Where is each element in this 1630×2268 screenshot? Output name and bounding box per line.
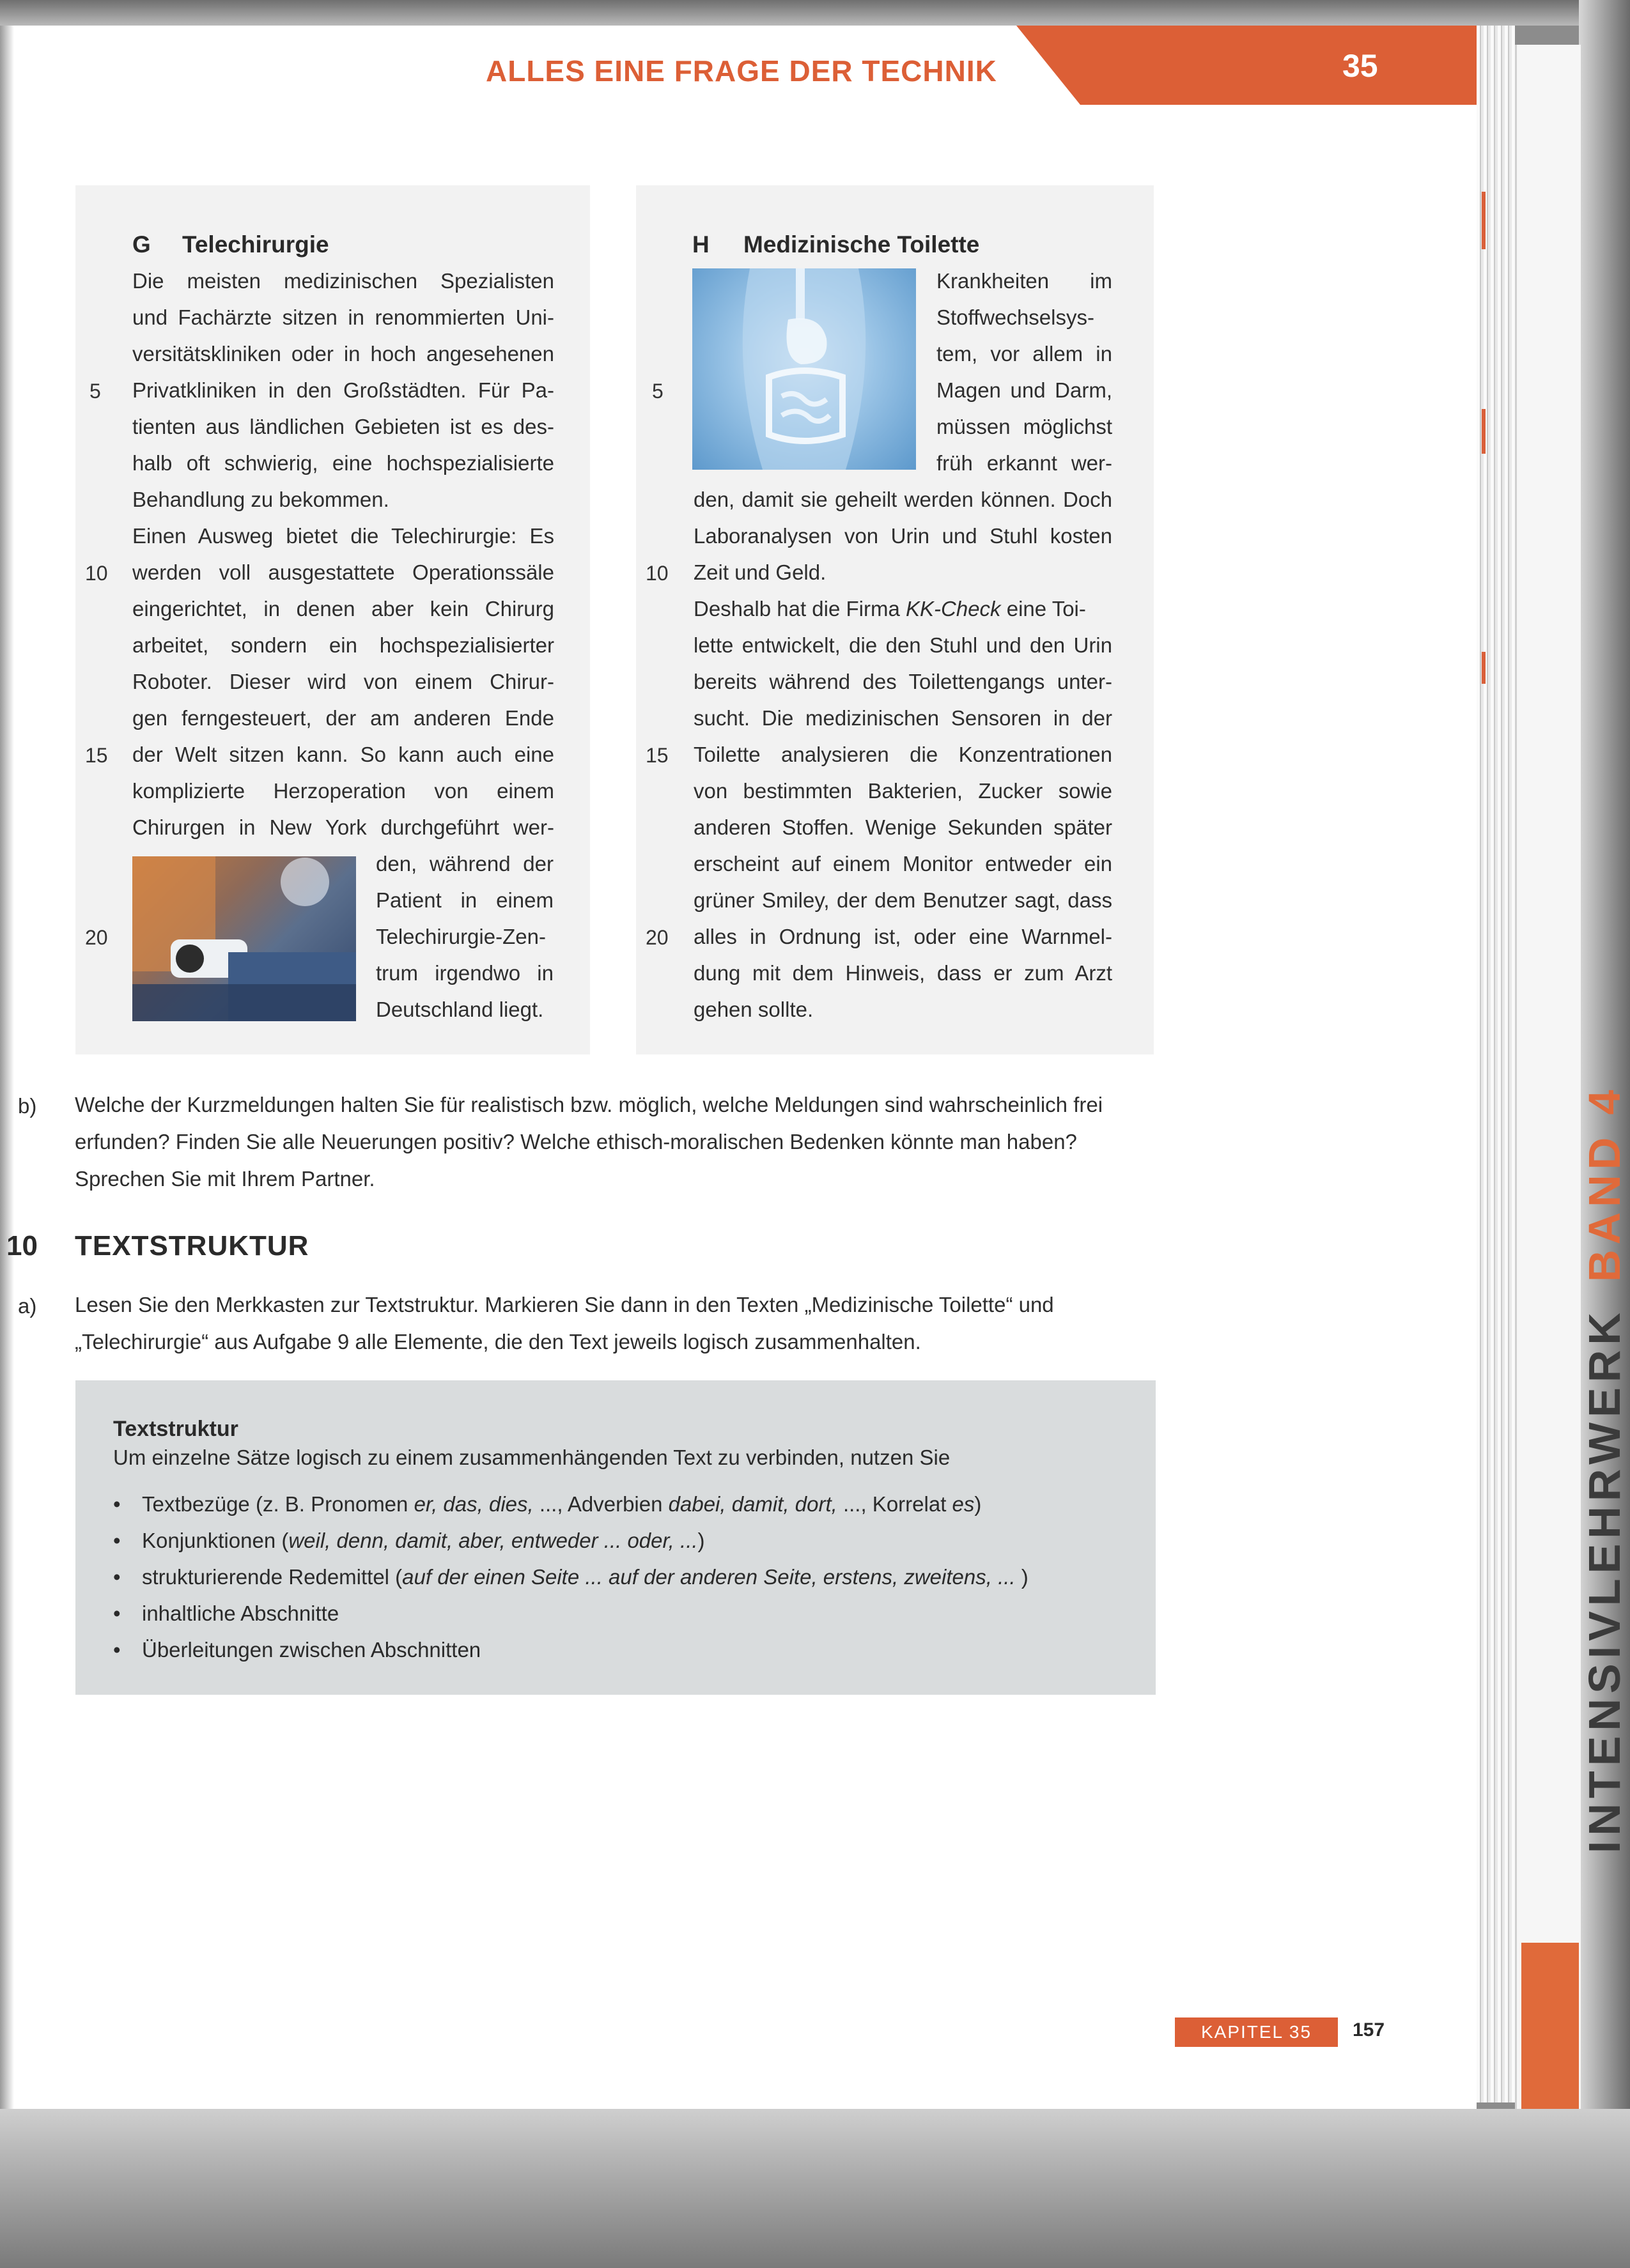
bullet-icon: •	[113, 1565, 121, 1589]
article-h-line: grüner Smiley, der dem Benutzer sagt, dass	[694, 888, 1112, 912]
article-g-title: Telechirurgie	[182, 231, 329, 258]
info-box-item: • strukturierende Redemittel (auf der einen Seite ... auf der anderen Seite, erstens, zweitens, ... )	[113, 1565, 1028, 1589]
article-h-line: Toilette analysieren die Konzentrationen	[694, 743, 1112, 766]
article-g-line: tienten aus ländlichen Gebieten ist es des-	[132, 415, 554, 438]
company-name: KK-Check	[906, 597, 1001, 621]
article-g-line: werden voll ausgestattete Operationssäle	[132, 560, 554, 584]
bullet-icon: •	[113, 1638, 121, 1662]
spine-label	[1579, 959, 1630, 1853]
article-g-line: halb oft schwierig, eine hochspezialisierte	[132, 451, 554, 475]
article-h-line: alles in Ordnung ist, oder eine Warnmel-	[694, 925, 1112, 948]
info-box-title: Textstruktur	[113, 1417, 238, 1441]
bullet-icon: •	[113, 1529, 121, 1552]
bullet-icon: •	[113, 1492, 121, 1516]
article-g-line: der Welt sitzen kann. So kann auch eine	[132, 743, 554, 766]
next-page-edge	[1515, 45, 1581, 2109]
article-h-line: anderen Stoffen. Wenige Sekunden später	[694, 815, 1112, 839]
band-name: BAND 4	[1580, 1084, 1629, 1283]
task-b-line: Welche der Kurzmeldungen halten Sie für realistisch bzw. möglich, welche Meldungen sind wahrscheinlich frei	[75, 1093, 1103, 1116]
line-number: 20	[85, 926, 108, 949]
info-box-item: • Überleitungen zwischen Abschnitten	[113, 1638, 481, 1662]
article-h-letter: H	[692, 231, 710, 258]
task-a-line: „Telechirurgie“ aus Aufgabe 9 alle Elemente, die den Text jeweils logisch zusammenhalten.	[75, 1330, 921, 1354]
header-chapter-number: 35	[1342, 48, 1378, 84]
line-number: 10	[85, 562, 108, 585]
line-number: 5	[89, 380, 101, 403]
page-edge-marker	[1482, 652, 1486, 684]
article-h-line: Krankheiten im	[936, 269, 1112, 293]
scan-top-edge	[0, 0, 1630, 26]
article-h-title: Medizinische Toilette	[743, 231, 980, 258]
article-g-line: trum irgendwo in	[376, 961, 554, 985]
line-number: 15	[85, 744, 108, 767]
book-page-edges	[1477, 26, 1515, 2102]
article-g-line: eingerichtet, in denen aber kein Chirurg	[132, 597, 554, 621]
article-h-line: Zeit und Geld.	[694, 560, 827, 584]
task-b-line: Sprechen Sie mit Ihrem Partner.	[75, 1167, 375, 1191]
article-g-line: arbeitet, sondern ein hochspezialisierter	[132, 633, 554, 657]
article-g-line: versitätskliniken oder in hoch angesehenen	[132, 342, 554, 366]
scan-bottom-edge	[0, 2109, 1630, 2268]
article-h-line: müssen möglichst	[936, 415, 1112, 438]
page-header-title: ALLES EINE FRAGE DER TECHNIK	[486, 54, 997, 88]
section-number: 10	[6, 1230, 38, 1261]
article-h-line: dung mit dem Hinweis, dass er zum Arzt	[694, 961, 1112, 985]
article-h-line: Deshalb hat die Firma KK-Check eine Toi-	[694, 597, 1086, 621]
series-name: INTENSIVLEHRWERK	[1580, 1308, 1629, 1853]
article-g-line: Chirurgen in New York durchgeführt wer-	[132, 815, 554, 839]
article-g-line: Patient in einem	[376, 888, 554, 912]
article-g-line: Telechirurgie-Zen-	[376, 925, 546, 948]
article-g-line: Einen Ausweg bietet die Telechirurgie: Es	[132, 524, 554, 548]
line-number: 5	[652, 380, 664, 403]
surgery-robot-photo	[132, 856, 356, 1021]
article-g-line: Privatkliniken in den Großstädten. Für Pa-	[132, 378, 554, 402]
task-a-label: a)	[18, 1294, 37, 1318]
line-number: 20	[646, 926, 669, 949]
digestive-system-image	[692, 268, 916, 470]
header-chapter-tab	[1016, 26, 1477, 105]
page-edge-marker	[1482, 192, 1486, 249]
article-h-line: gehen sollte.	[694, 998, 814, 1021]
info-box-item: • Konjunktionen (weil, denn, damit, aber, entweder ... oder, ...)	[113, 1529, 705, 1552]
page-edge-marker	[1482, 409, 1486, 454]
article-h-line: früh erkannt wer-	[936, 451, 1112, 475]
article-h-line: Magen und Darm,	[936, 378, 1112, 402]
article-g-line: komplizierte Herzoperation von einem	[132, 779, 554, 803]
article-h-line: sucht. Die medizinischen Sensoren in der	[694, 706, 1112, 730]
page-gutter-shadow	[0, 26, 14, 2109]
article-h-line: tem, vor allem in	[936, 342, 1112, 366]
article-h-line: Laboranalysen von Urin und Stuhl kosten	[694, 524, 1112, 548]
bullet-icon: •	[113, 1601, 121, 1625]
article-g-line: Die meisten medizinischen Spezialisten	[132, 269, 554, 293]
task-a-line: Lesen Sie den Merkkasten zur Textstruktur. Markieren Sie dann in den Texten „Medizinische Toilette“ und	[75, 1293, 1054, 1316]
article-h-line: lette entwickelt, die den Stuhl und den Urin	[694, 633, 1112, 657]
article-g-line: und Fachärzte sitzen in renommierten Uni-	[132, 305, 554, 329]
article-h-line: Stoffwechselsys-	[936, 305, 1094, 329]
line-number: 10	[646, 562, 669, 585]
info-box-item: • Textbezüge (z. B. Pronomen er, das, dies, ..., Adverbien dabei, damit, dort, ..., Korrelat es)	[113, 1492, 982, 1516]
article-g-line: Roboter. Dieser wird von einem Chirur-	[132, 670, 554, 693]
article-g-line: gen ferngesteuert, der am anderen Ende	[132, 706, 554, 730]
article-g-line: den, während der	[376, 852, 554, 876]
task-b-line: erfunden? Finden Sie alle Neuerungen positiv? Welche ethisch-moralischen Bedenken könnte man haben?	[75, 1130, 1077, 1153]
section-title: TEXTSTRUKTUR	[75, 1230, 309, 1261]
info-box-item: • inhaltliche Abschnitte	[113, 1601, 339, 1625]
article-h-line: von bestimmten Bakterien, Zucker sowie	[694, 779, 1112, 803]
footer-chapter-tab: KAPITEL 35	[1175, 2017, 1338, 2047]
line-number: 15	[646, 744, 669, 767]
next-page-color-tab	[1521, 1943, 1579, 2109]
article-h-line: bereits während des Toilettengangs unter-	[694, 670, 1112, 693]
info-box-intro: Um einzelne Sätze logisch zu einem zusammenhängenden Text zu verbinden, nutzen Sie	[113, 1446, 951, 1469]
article-g-line: Deutschland liegt.	[376, 998, 544, 1021]
task-b-label: b)	[18, 1094, 37, 1118]
page-number: 157	[1353, 2019, 1385, 2040]
article-h-line: erscheint auf einem Monitor entweder ein	[694, 852, 1112, 876]
article-h-line: den, damit sie geheilt werden können. Doch	[694, 488, 1112, 511]
article-g-line: Behandlung zu bekommen.	[132, 488, 389, 511]
article-g-letter: G	[132, 231, 151, 258]
